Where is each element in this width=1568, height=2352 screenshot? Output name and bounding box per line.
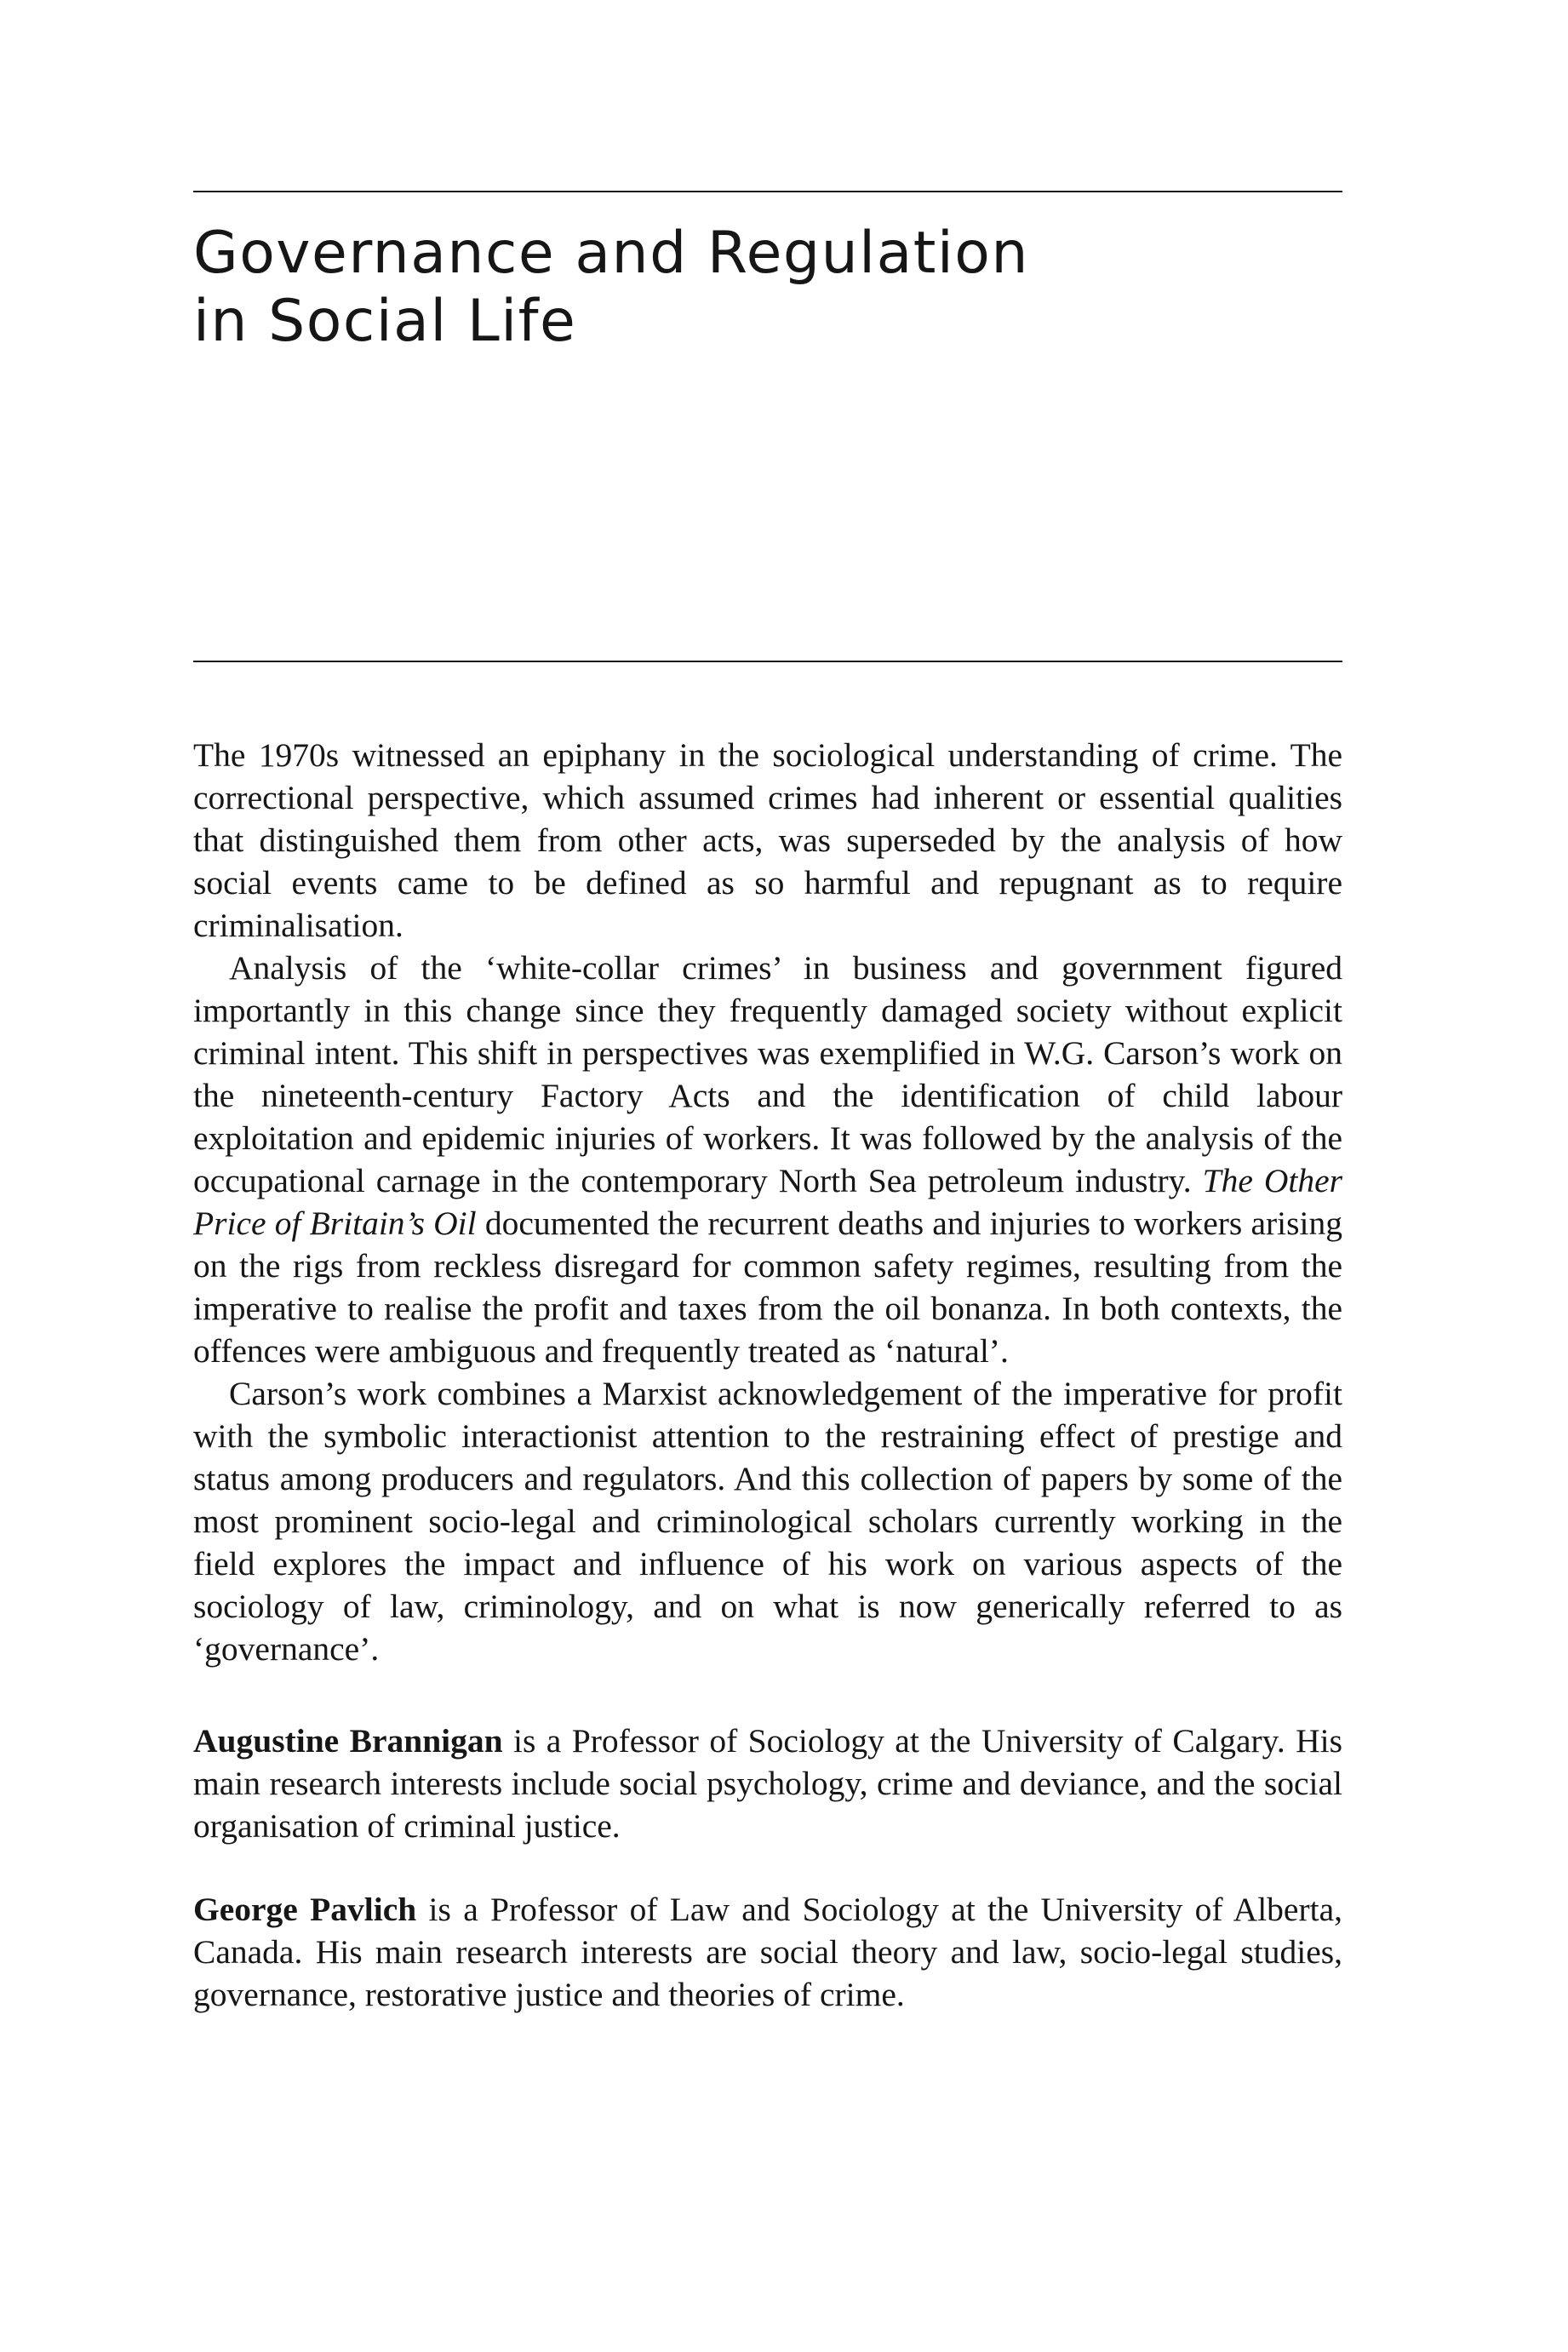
- blurb: [193, 734, 1342, 1670]
- bottom-rule: [193, 661, 1342, 662]
- blurb-paragraph-2: [193, 947, 1342, 1372]
- book-title-line-1: Governance and Regulation: [193, 220, 1029, 287]
- book-reference-title: The Other Price of Britain’s Oil: [193, 1162, 1343, 1242]
- author-bio-1: [193, 1720, 1342, 1847]
- book-title-line-2: in Social Life: [193, 288, 577, 355]
- author-name: Augustine Brannigan: [193, 1722, 503, 1760]
- author-bio-2: [193, 1888, 1342, 2016]
- blurb-paragraph-2-part-a: Analysis of the ‘white-collar crimes’ in business and government figured importantly in this change since they frequently damaged society without explicit criminal intent. This shift in perspectives was exemplified in W.G. Carson’s work on the nineteenth-century Factory Acts and the identification of child labour exploitation and epidemic injuries of workers. It was followed by the analysis of the occupational carnage in the contemporary North Sea petroleum industry.: [193, 949, 1342, 1199]
- top-rule: [193, 191, 1342, 192]
- author-description: is a Professor of Law and Sociology at the University of Alberta, Canada. His main research interests are social theory and law, socio-legal studies, governance, restorative justice and theories of crime.: [193, 1891, 1342, 2013]
- author-name: George Pavlich: [193, 1891, 417, 1928]
- blurb-paragraph-2-part-b: documented the recurrent deaths and injuries to workers arising on the rigs from reckless disregard for common safety regimes, resulting from the imperative to realise the profit and taxes from the oil bonanza. In both contexts, the offences were ambiguous and frequently treated as ‘natural’.: [193, 1205, 1342, 1370]
- blurb-paragraph-1: The 1970s witnessed an epiphany in the sociological understanding of crime. The correctional perspective, which assumed crimes had inherent or essential qualities that distinguished them from other acts, was superseded by the analysis of how social events came to be defined as so harmful and repugnant as to require criminalisation.: [193, 736, 1342, 944]
- book-title: [193, 220, 1300, 356]
- blurb-paragraph-3: Carson’s work combines a Marxist acknowledgement of the imperative for profit with the symbolic interactionist attention to the restraining effect of prestige and status among producers and regulators. And this collection of papers by some of the most prominent socio-legal and criminological scholars currently working in the field explores the impact and influence of his work on various aspects of the sociology of law, criminology, and on what is now generically referred to as ‘governance’.: [193, 1375, 1342, 1668]
- author-description: is a Professor of Sociology at the University of Calgary. His main research interests include social psychology, crime and deviance, and the social organisation of criminal justice.: [193, 1722, 1342, 1845]
